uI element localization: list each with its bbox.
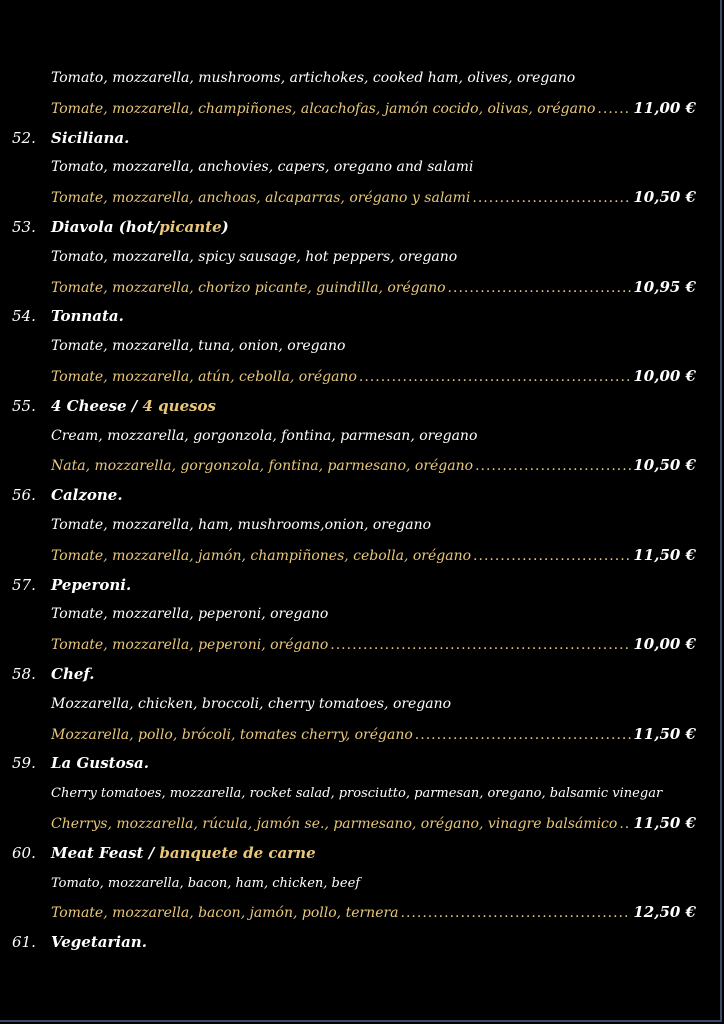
price: 10,00 € [633,366,696,385]
menu-item-ingredients-es [0,362,724,392]
item-title: Chef. [51,664,95,683]
menu-item-ingredients-es [0,273,724,303]
ingredients-en: Tomate, mozzarella, tuna, onion, oregano [51,338,346,355]
price: 10,95 € [633,277,696,296]
menu-item-title-row [0,749,724,779]
item-title: Peperoni. [51,575,132,594]
menu-item-ingredients-en [0,332,724,362]
price: 10,00 € [633,635,696,654]
menu-item-title-row [0,481,724,511]
menu-item-title-row [0,571,724,601]
ingredients-en: Cream, mozzarella, gorgonzola, fontina, parmesan, oregano [51,427,478,444]
menu-item-ingredients-en [0,690,724,720]
menu-item-title-row [0,302,724,332]
leader-dots [472,184,631,214]
item-number: 57. [12,575,36,594]
ingredients-en: Mozzarella, chicken, broccoli, cherry tomatoes, oregano [51,695,452,712]
leader-dots [597,95,631,125]
menu-item-ingredients-en [0,153,724,183]
ingredients-es: Cherrys, mozzarella, rúcula, jamón se., parmesano, orégano, vinagre balsámico [51,815,618,832]
item-title-main: 4 Cheese / [51,396,143,415]
leader-dots [401,899,632,929]
item-title: Vegetarian. [51,933,147,952]
item-number: 53. [12,217,36,236]
price: 10,50 € [633,456,696,475]
ingredients-es: Tomate, mozzarella, anchoas, alcaparras, orégano y salami [51,190,471,207]
menu-item-ingredients-es [0,809,724,839]
ingredients-es: Mozzarella, pollo, brócoli, tomates cherry, orégano [51,726,413,743]
menu-item-ingredients-es [0,541,724,571]
price: 12,50 € [633,903,696,922]
menu-item-ingredients-es [0,451,724,481]
menu-item-title-row [0,928,724,958]
ingredients-es: Nata, mozzarella, gorgonzola, fontina, parmesano, orégano [51,458,474,475]
menu-item-ingredients-en [0,869,724,899]
price: 11,50 € [633,724,696,743]
leader-dots [330,631,631,661]
menu-item-ingredients-es [0,720,724,750]
menu-item-ingredients-en [0,779,724,809]
leader-dots [415,721,632,751]
menu-item-ingredients-en [0,511,724,541]
ingredients-en: Cherry tomatoes, mozzarella, rocket salad, prosciutto, parmesan, oregano, balsamic vinegar [51,786,663,802]
menu-item-ingredients-es [0,94,724,124]
ingredients-es: Tomate, mozzarella, peperoni, orégano [51,637,329,654]
item-title-main: Meat Feast / [51,843,160,862]
ingredients-en: Tomato, mozzarella, bacon, ham, chicken, beef [51,875,361,891]
ingredients-es: Tomate, mozzarella, jamón, champiñones, cebolla, orégano [51,547,472,564]
item-title: Calzone. [51,486,123,505]
item-number: 61. [12,933,36,952]
ingredients-en: Tomate, mozzarella, peperoni, oregano [51,606,329,623]
leader-dots [473,542,631,572]
item-title [51,392,216,422]
leader-dots [475,452,631,482]
item-title-close: ) [221,217,229,236]
menu-item-ingredients-en [0,243,724,273]
pizza-menu [0,64,724,958]
price: 11,50 € [633,813,696,832]
leader-dots [359,363,631,393]
item-number: 54. [12,307,36,326]
item-title-alt: picante [159,217,222,236]
ingredients-es: Tomate, mozzarella, atún, cebolla, orégano [51,368,357,385]
ingredients-es: Tomate, mozzarella, bacon, jamón, pollo, ternera [51,905,399,922]
menu-item-title-row [0,839,724,869]
item-title-main: Diavola (hot/ [51,217,160,236]
item-number: 56. [12,486,36,505]
menu-item-ingredients-en [0,600,724,630]
ingredients-en: Tomato, mozzarella, spicy sausage, hot peppers, oregano [51,248,458,265]
price: 11,50 € [633,545,696,564]
leader-dots [448,274,632,304]
ingredients-en: Tomato, mozzarella, anchovies, capers, oregano and salami [51,159,474,176]
item-title [51,213,229,243]
menu-item-title-row [0,124,724,154]
item-title: Siciliana. [51,128,130,147]
item-number: 58. [12,664,36,683]
item-title: La Gustosa. [51,754,149,773]
menu-item-title-row [0,660,724,690]
menu-item-ingredients-es [0,183,724,213]
ingredients-en: Tomato, mozzarella, mushrooms, artichokes, cooked ham, olives, oregano [51,70,576,86]
item-title: Tonnata. [51,307,124,326]
item-title-alt: 4 quesos [142,396,217,415]
menu-item-title-row [0,392,724,422]
item-number: 55. [12,396,36,415]
menu-item-ingredients-en [0,422,724,452]
ingredients-es: Tomate, mozzarella, champiñones, alcachofas, jamón cocido, olivas, orégano [51,100,596,117]
menu-item-ingredients-es [0,630,724,660]
price: 10,50 € [633,188,696,207]
item-number: 60. [12,843,36,862]
ingredients-es: Tomate, mozzarella, chorizo picante, guindilla, orégano [51,279,446,296]
item-number: 59. [12,754,36,773]
price: 11,00 € [633,98,696,117]
menu-item-title-row [0,213,724,243]
menu-item-ingredients-en [0,64,724,94]
leader-dots [619,810,631,840]
item-number: 52. [12,128,36,147]
item-title [51,839,316,869]
item-title-alt: banquete de carne [159,843,316,862]
ingredients-en: Tomate, mozzarella, ham, mushrooms,onion, oregano [51,516,432,533]
menu-item-ingredients-es [0,898,724,928]
